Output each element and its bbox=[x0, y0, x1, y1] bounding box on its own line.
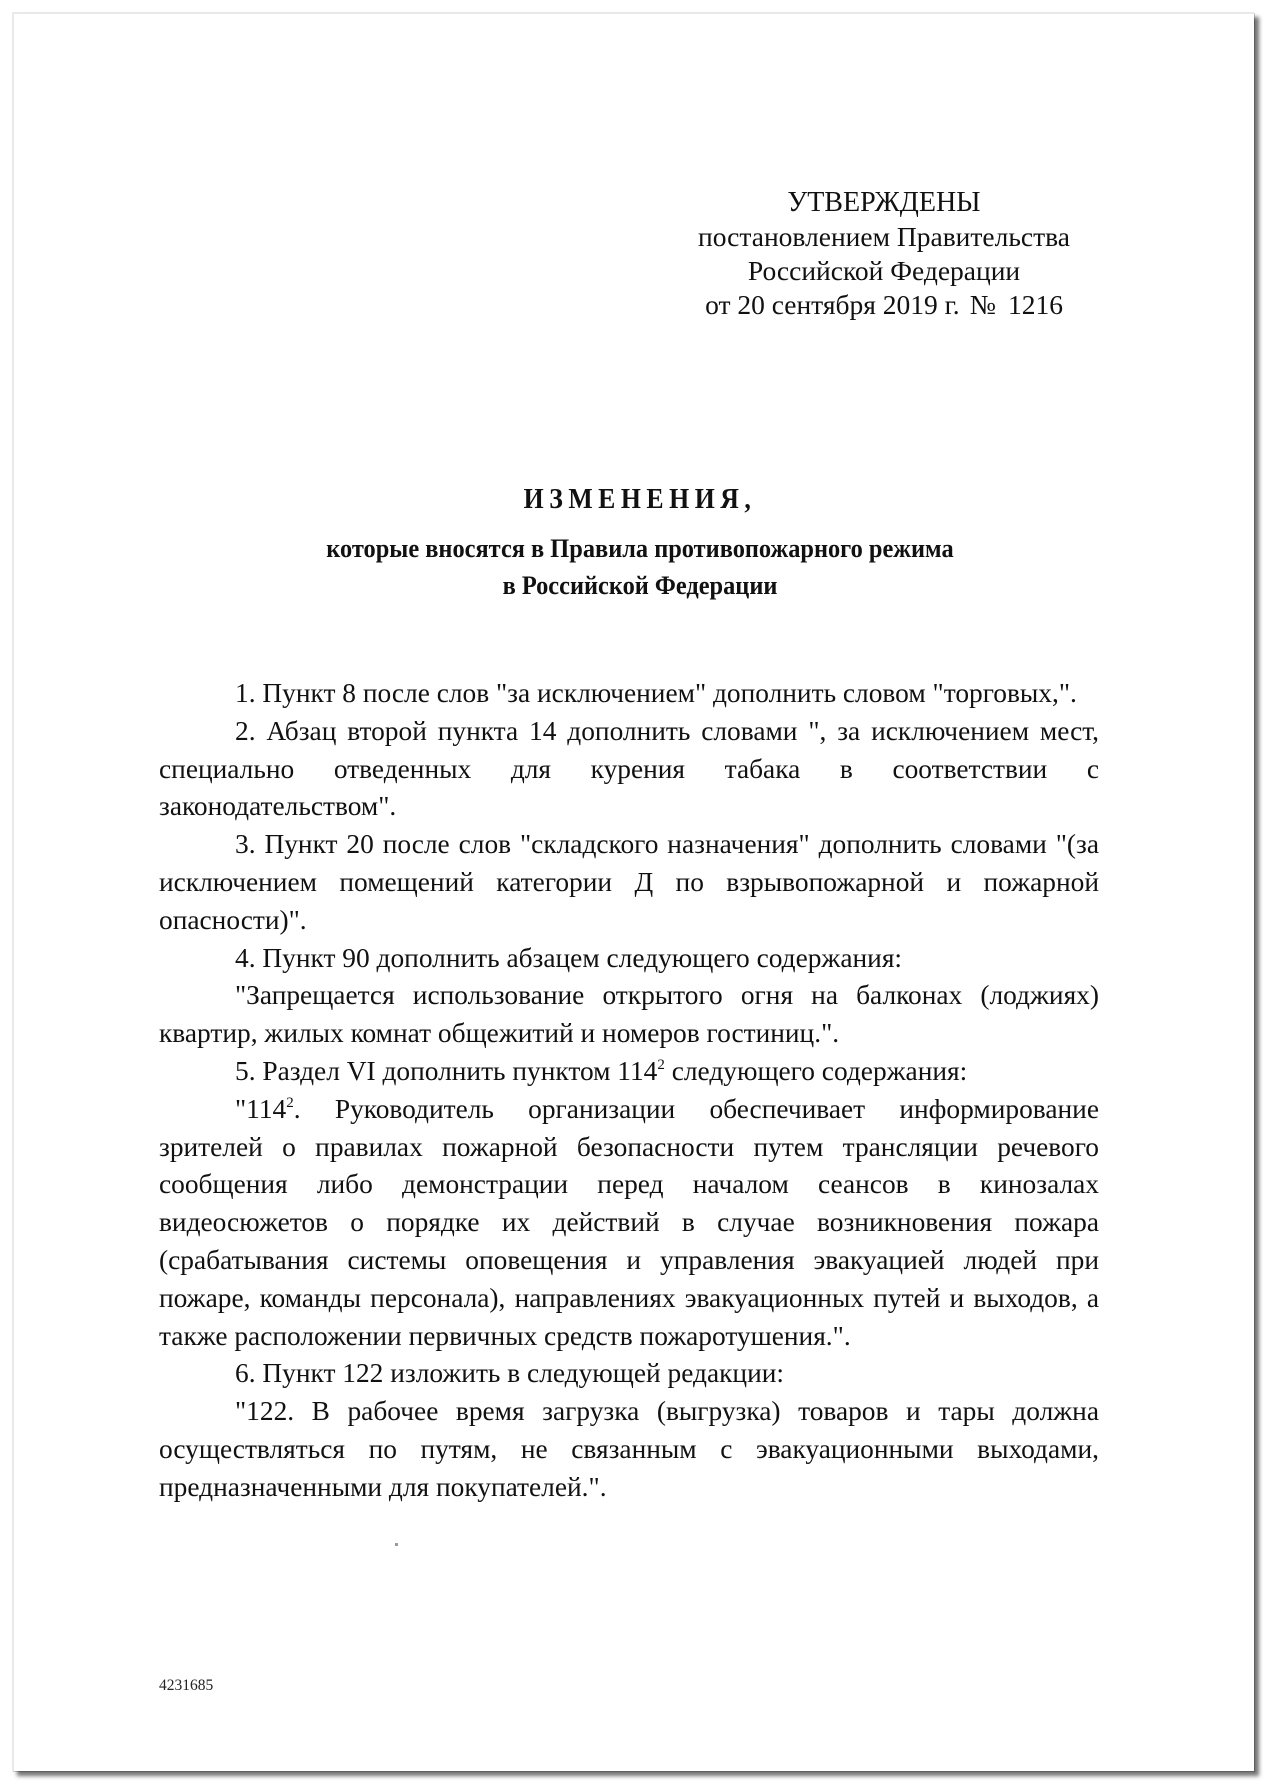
approval-date-line bbox=[654, 288, 1114, 322]
item-5-quote-superscript: 2 bbox=[286, 1094, 294, 1111]
item-5-superscript: 2 bbox=[657, 1056, 665, 1073]
scan-speck bbox=[395, 1543, 398, 1546]
document-page bbox=[12, 12, 1254, 1771]
approval-title: УТВЕРЖДЕНЫ bbox=[787, 187, 981, 218]
amendment-item-5 bbox=[159, 1053, 1099, 1091]
amendment-item-2: 2. Абзац второй пункта 14 дополнить словами ", за исключением мест, специально отведенных для курения табака в соответствии с законодательством". bbox=[159, 715, 1099, 822]
item-5-quote-before: "114 bbox=[235, 1093, 287, 1124]
document-subtitle bbox=[248, 530, 1032, 604]
subtitle-line-2: в Российской Федерации bbox=[502, 570, 778, 600]
amendment-item-1: 1. Пункт 8 после слов "за исключением" дополнить словом "торговых,". bbox=[235, 678, 1077, 708]
subtitle-line-1: которые вносятся в Правила противопожарного режима bbox=[326, 533, 954, 563]
amendment-item-4-quote: "Запрещается использование открытого огня на балконах (лоджиях) квартир, жилых комнат общежитий и номеров гостиниц.". bbox=[159, 980, 1099, 1049]
amendment-item-6: 6. Пункт 122 изложить в следующей редакции: bbox=[235, 1358, 785, 1389]
approval-line-2: Российской Федерации bbox=[747, 255, 1021, 286]
document-title: ИЗМЕНЕНИЯ, bbox=[523, 484, 757, 515]
approval-number: 1216 bbox=[1007, 289, 1063, 320]
approval-block bbox=[654, 186, 1114, 322]
amendment-item-6-quote: "122. В рабочее время загрузка (выгрузка) товаров и тары должна осуществляться по путям, не связанным с эвакуационными выходами, предназначенными для покупателей.". bbox=[159, 1396, 1099, 1502]
amendment-item-4: 4. Пункт 90 дополнить абзацем следующего содержания: bbox=[235, 942, 903, 973]
item-5-text-after: следующего содержания: bbox=[664, 1055, 968, 1086]
amendment-item-3: 3. Пункт 20 после слов "складского назначения" дополнить словами "(за исключением помещений категории Д по взрывопожарной и пожарной опасности)". bbox=[159, 829, 1099, 935]
document-code: 4231685 bbox=[159, 1677, 214, 1694]
approval-date: от 20 сентября 2019 г. bbox=[705, 289, 960, 320]
number-sign: № bbox=[969, 289, 996, 320]
item-5-text-before: 5. Раздел VI дополнить пунктом 114 bbox=[235, 1055, 658, 1086]
amendment-item-5-quote bbox=[159, 1091, 1099, 1356]
item-5-quote-after: . Руководитель организации обеспечивает информирование зрителей о правилах пожарной безопасности путем трансляции речевого сообщения либо демонстрации перед началом сеансов в кинозалах видеосюжетов о порядке их действий в случае возникновения пожара (срабатывания системы оповещения и управления эвакуацией людей при пожаре, команды персонала), направлениях эвакуационных путей и выходов, а также расположении первичных средств пожаротушения.". bbox=[159, 1093, 1099, 1351]
approval-line-1: постановлением Правительства bbox=[698, 221, 1070, 252]
amendments-list bbox=[159, 675, 1099, 1507]
